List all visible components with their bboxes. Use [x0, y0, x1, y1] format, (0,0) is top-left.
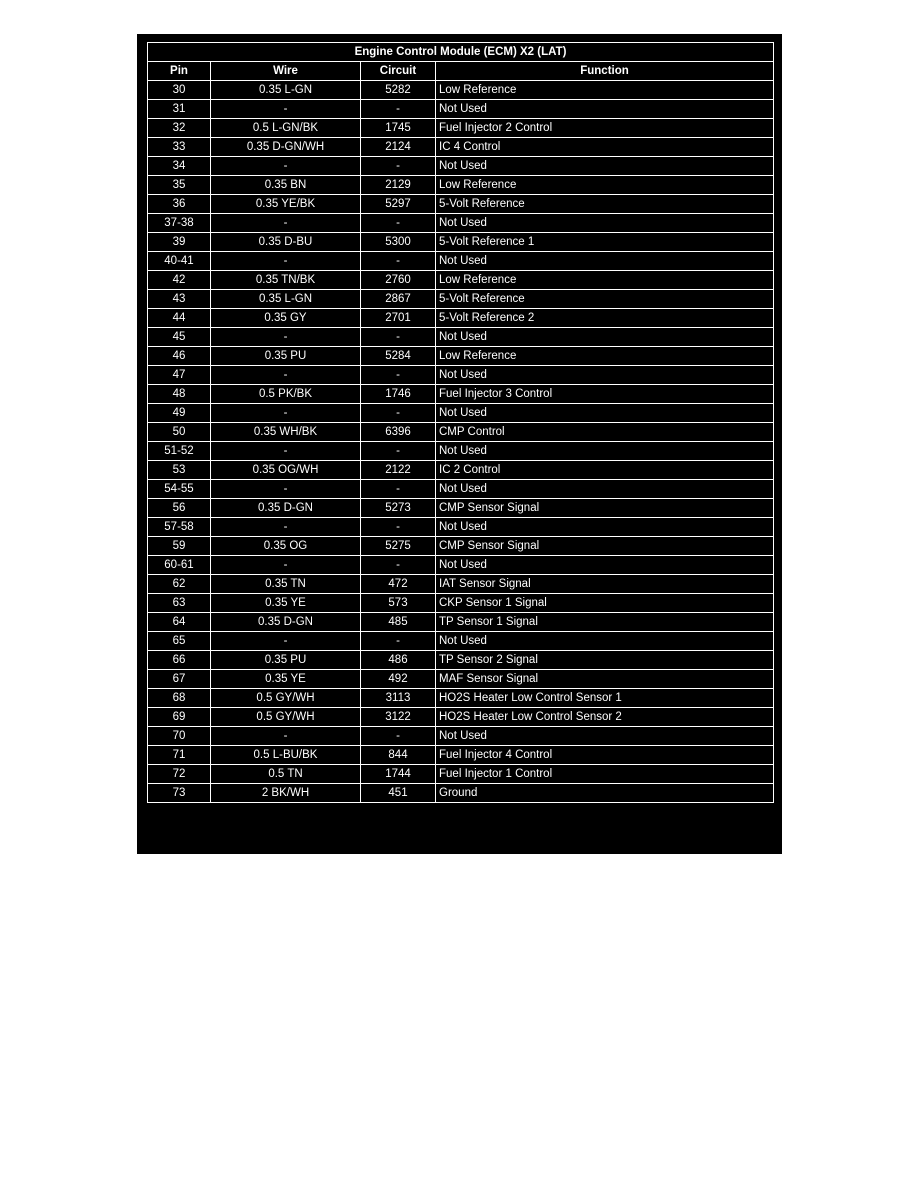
- cell-pin: 32: [148, 119, 211, 138]
- cell-function: Ground: [436, 784, 774, 803]
- cell-pin: 44: [148, 309, 211, 328]
- table-row: [148, 499, 774, 518]
- table-row: [148, 708, 774, 727]
- cell-function: Not Used: [436, 632, 774, 651]
- cell-wire: 0.5 PK/BK: [211, 385, 361, 404]
- cell-wire: -: [211, 404, 361, 423]
- cell-wire: -: [211, 442, 361, 461]
- table-row: [148, 765, 774, 784]
- table-row: [148, 670, 774, 689]
- cell-function: HO2S Heater Low Control Sensor 1: [436, 689, 774, 708]
- cell-pin: 39: [148, 233, 211, 252]
- cell-circuit: 6396: [361, 423, 436, 442]
- cell-wire: -: [211, 157, 361, 176]
- cell-pin: 40-41: [148, 252, 211, 271]
- cell-wire: 0.35 PU: [211, 651, 361, 670]
- cell-pin: 47: [148, 366, 211, 385]
- cell-pin: 67: [148, 670, 211, 689]
- cell-wire: 0.35 TN: [211, 575, 361, 594]
- cell-circuit: 485: [361, 613, 436, 632]
- cell-circuit: 5297: [361, 195, 436, 214]
- cell-pin: 33: [148, 138, 211, 157]
- cell-pin: 73: [148, 784, 211, 803]
- cell-circuit: 5273: [361, 499, 436, 518]
- cell-wire: 0.35 GY: [211, 309, 361, 328]
- cell-circuit: 2124: [361, 138, 436, 157]
- table-row: [148, 461, 774, 480]
- cell-circuit: -: [361, 518, 436, 537]
- cell-circuit: 2129: [361, 176, 436, 195]
- header-wire: Wire: [211, 62, 361, 81]
- cell-function: TP Sensor 2 Signal: [436, 651, 774, 670]
- cell-function: MAF Sensor Signal: [436, 670, 774, 689]
- cell-wire: 0.35 D-BU: [211, 233, 361, 252]
- cell-function: Low Reference: [436, 347, 774, 366]
- cell-pin: 59: [148, 537, 211, 556]
- cell-function: Fuel Injector 1 Control: [436, 765, 774, 784]
- cell-wire: 0.35 OG: [211, 537, 361, 556]
- table-row: [148, 423, 774, 442]
- table-title: Engine Control Module (ECM) X2 (LAT): [148, 43, 774, 62]
- cell-function: Not Used: [436, 518, 774, 537]
- cell-wire: 0.35 TN/BK: [211, 271, 361, 290]
- cell-circuit: 1744: [361, 765, 436, 784]
- table-header-row: [148, 62, 774, 81]
- cell-wire: -: [211, 556, 361, 575]
- cell-function: CMP Sensor Signal: [436, 537, 774, 556]
- cell-wire: -: [211, 366, 361, 385]
- cell-circuit: 1745: [361, 119, 436, 138]
- cell-function: Not Used: [436, 100, 774, 119]
- cell-wire: 2 BK/WH: [211, 784, 361, 803]
- table-row: [148, 784, 774, 803]
- cell-circuit: -: [361, 632, 436, 651]
- cell-pin: 46: [148, 347, 211, 366]
- cell-function: Not Used: [436, 404, 774, 423]
- header-circuit: Circuit: [361, 62, 436, 81]
- cell-pin: 70: [148, 727, 211, 746]
- table-title-row: [148, 43, 774, 62]
- cell-function: CMP Sensor Signal: [436, 499, 774, 518]
- cell-wire: 0.35 YE/BK: [211, 195, 361, 214]
- table-row: [148, 613, 774, 632]
- cell-circuit: -: [361, 328, 436, 347]
- table-row: [148, 404, 774, 423]
- cell-function: 5-Volt Reference 2: [436, 309, 774, 328]
- cell-function: IAT Sensor Signal: [436, 575, 774, 594]
- cell-function: Low Reference: [436, 271, 774, 290]
- table-row: [148, 632, 774, 651]
- cell-circuit: 472: [361, 575, 436, 594]
- cell-wire: 0.35 WH/BK: [211, 423, 361, 442]
- cell-circuit: 5300: [361, 233, 436, 252]
- cell-wire: 0.5 GY/WH: [211, 689, 361, 708]
- cell-function: CKP Sensor 1 Signal: [436, 594, 774, 613]
- cell-wire: -: [211, 480, 361, 499]
- cell-circuit: -: [361, 214, 436, 233]
- cell-function: IC 2 Control: [436, 461, 774, 480]
- cell-wire: 0.5 GY/WH: [211, 708, 361, 727]
- cell-pin: 42: [148, 271, 211, 290]
- cell-pin: 36: [148, 195, 211, 214]
- cell-circuit: -: [361, 157, 436, 176]
- table-row: [148, 290, 774, 309]
- cell-pin: 35: [148, 176, 211, 195]
- cell-wire: -: [211, 214, 361, 233]
- cell-wire: -: [211, 518, 361, 537]
- table-row: [148, 252, 774, 271]
- cell-pin: 34: [148, 157, 211, 176]
- cell-circuit: 2122: [361, 461, 436, 480]
- cell-pin: 60-61: [148, 556, 211, 575]
- cell-pin: 66: [148, 651, 211, 670]
- cell-pin: 68: [148, 689, 211, 708]
- cell-wire: 0.35 D-GN: [211, 499, 361, 518]
- cell-circuit: -: [361, 480, 436, 499]
- cell-pin: 48: [148, 385, 211, 404]
- cell-pin: 37-38: [148, 214, 211, 233]
- table-row: [148, 480, 774, 499]
- cell-pin: 54-55: [148, 480, 211, 499]
- cell-circuit: 2760: [361, 271, 436, 290]
- cell-circuit: 1746: [361, 385, 436, 404]
- cell-wire: -: [211, 727, 361, 746]
- cell-function: Fuel Injector 2 Control: [436, 119, 774, 138]
- cell-circuit: 451: [361, 784, 436, 803]
- cell-function: Not Used: [436, 727, 774, 746]
- cell-pin: 50: [148, 423, 211, 442]
- table-row: [148, 556, 774, 575]
- table-row: [148, 100, 774, 119]
- cell-circuit: 3122: [361, 708, 436, 727]
- table-row: [148, 442, 774, 461]
- table-row: [148, 518, 774, 537]
- cell-pin: 56: [148, 499, 211, 518]
- cell-pin: 30: [148, 81, 211, 100]
- cell-circuit: -: [361, 556, 436, 575]
- cell-pin: 62: [148, 575, 211, 594]
- cell-wire: 0.5 L-GN/BK: [211, 119, 361, 138]
- cell-function: HO2S Heater Low Control Sensor 2: [436, 708, 774, 727]
- cell-wire: 0.35 L-GN: [211, 81, 361, 100]
- cell-function: Not Used: [436, 157, 774, 176]
- cell-function: Not Used: [436, 366, 774, 385]
- table-row: [148, 689, 774, 708]
- cell-wire: -: [211, 252, 361, 271]
- cell-circuit: -: [361, 100, 436, 119]
- cell-circuit: 2867: [361, 290, 436, 309]
- table-row: [148, 176, 774, 195]
- table-row: [148, 271, 774, 290]
- cell-wire: -: [211, 632, 361, 651]
- cell-pin: 63: [148, 594, 211, 613]
- cell-function: Low Reference: [436, 176, 774, 195]
- cell-circuit: -: [361, 404, 436, 423]
- table-row: [148, 214, 774, 233]
- ecm-connector-table: [147, 42, 774, 803]
- cell-pin: 51-52: [148, 442, 211, 461]
- cell-pin: 64: [148, 613, 211, 632]
- table-row: [148, 138, 774, 157]
- cell-circuit: -: [361, 252, 436, 271]
- cell-function: CMP Control: [436, 423, 774, 442]
- cell-wire: 0.35 D-GN/WH: [211, 138, 361, 157]
- table-row: [148, 727, 774, 746]
- cell-function: Not Used: [436, 556, 774, 575]
- table-row: [148, 81, 774, 100]
- table-row: [148, 537, 774, 556]
- cell-wire: 0.5 L-BU/BK: [211, 746, 361, 765]
- cell-wire: 0.35 L-GN: [211, 290, 361, 309]
- cell-pin: 43: [148, 290, 211, 309]
- cell-function: Not Used: [436, 442, 774, 461]
- cell-pin: 49: [148, 404, 211, 423]
- cell-circuit: 844: [361, 746, 436, 765]
- cell-function: Not Used: [436, 214, 774, 233]
- table-row: [148, 347, 774, 366]
- table-row: [148, 651, 774, 670]
- cell-circuit: -: [361, 366, 436, 385]
- cell-function: 5-Volt Reference: [436, 290, 774, 309]
- table-row: [148, 195, 774, 214]
- table-row: [148, 746, 774, 765]
- cell-circuit: 486: [361, 651, 436, 670]
- table-row: [148, 594, 774, 613]
- header-function: Function: [436, 62, 774, 81]
- cell-function: Low Reference: [436, 81, 774, 100]
- cell-pin: 57-58: [148, 518, 211, 537]
- cell-circuit: 5275: [361, 537, 436, 556]
- cell-function: Fuel Injector 3 Control: [436, 385, 774, 404]
- cell-pin: 65: [148, 632, 211, 651]
- cell-pin: 69: [148, 708, 211, 727]
- header-pin: Pin: [148, 62, 211, 81]
- cell-function: IC 4 Control: [436, 138, 774, 157]
- cell-wire: -: [211, 100, 361, 119]
- table-row: [148, 157, 774, 176]
- cell-circuit: 492: [361, 670, 436, 689]
- table-row: [148, 119, 774, 138]
- table-row: [148, 575, 774, 594]
- cell-circuit: -: [361, 727, 436, 746]
- cell-wire: 0.35 D-GN: [211, 613, 361, 632]
- cell-wire: 0.35 PU: [211, 347, 361, 366]
- cell-circuit: 573: [361, 594, 436, 613]
- connector-table-frame: [137, 34, 782, 854]
- cell-function: TP Sensor 1 Signal: [436, 613, 774, 632]
- cell-pin: 31: [148, 100, 211, 119]
- table-row: [148, 233, 774, 252]
- cell-wire: 0.35 YE: [211, 594, 361, 613]
- cell-circuit: 3113: [361, 689, 436, 708]
- cell-function: 5-Volt Reference 1: [436, 233, 774, 252]
- cell-circuit: 5282: [361, 81, 436, 100]
- cell-function: Not Used: [436, 328, 774, 347]
- cell-circuit: 2701: [361, 309, 436, 328]
- cell-circuit: 5284: [361, 347, 436, 366]
- table-row: [148, 366, 774, 385]
- cell-function: Not Used: [436, 480, 774, 499]
- cell-pin: 71: [148, 746, 211, 765]
- table-row: [148, 309, 774, 328]
- cell-pin: 45: [148, 328, 211, 347]
- cell-wire: 0.5 TN: [211, 765, 361, 784]
- cell-pin: 72: [148, 765, 211, 784]
- cell-wire: 0.35 YE: [211, 670, 361, 689]
- table-body: [148, 81, 774, 803]
- cell-function: Not Used: [436, 252, 774, 271]
- cell-wire: 0.35 OG/WH: [211, 461, 361, 480]
- table-row: [148, 328, 774, 347]
- cell-wire: 0.35 BN: [211, 176, 361, 195]
- cell-pin: 53: [148, 461, 211, 480]
- cell-function: 5-Volt Reference: [436, 195, 774, 214]
- cell-wire: -: [211, 328, 361, 347]
- table-row: [148, 385, 774, 404]
- cell-circuit: -: [361, 442, 436, 461]
- cell-function: Fuel Injector 4 Control: [436, 746, 774, 765]
